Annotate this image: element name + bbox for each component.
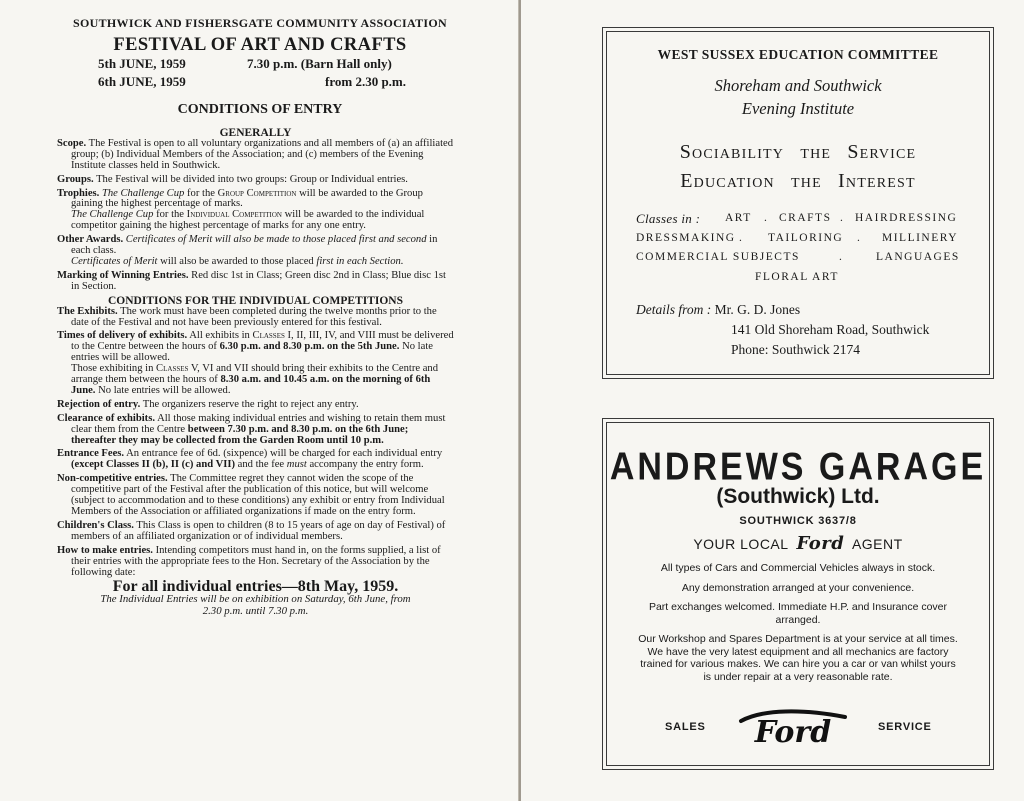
rejection-paragraph — [57, 400, 454, 411]
motto-line1: Sociability the Service — [679, 141, 917, 163]
delivery-classes: Classes I, II, III, IV, — [252, 330, 338, 342]
garage-company: (Southwick) Ltd. — [716, 485, 880, 508]
date-row-1 — [60, 56, 460, 74]
class-dot: . — [840, 212, 845, 224]
delivery-time: 6.30 p.m. and 8.30 p.m. on the 5th June. — [219, 341, 400, 353]
generally-heading: GENERALLY — [219, 127, 292, 139]
awards-text: Certificates of Merit will also be made to those placed — [125, 234, 357, 246]
delivery-text: Those exhibiting in — [71, 363, 154, 375]
classes-row — [636, 248, 966, 268]
contact-name: Mr. G. D. Jones — [714, 302, 801, 317]
groups-label: Groups. — [57, 173, 94, 185]
left-page-header — [60, 16, 460, 118]
groups-text: The Festival will be divided into two groups: Group or Individual entries. — [96, 173, 408, 185]
garage-line: Part exchanges welcomed. Immediate H.P. and Insurance cover arranged. — [648, 601, 948, 626]
garage-line: All types of Cars and Commercial Vehicles always in stock. — [660, 562, 936, 574]
agent-suffix: AGENT — [851, 536, 903, 552]
committee-name: WEST SUSSEX EDUCATION COMMITTEE — [657, 47, 939, 62]
date-2: 6th JUNE, 1959 — [98, 74, 186, 89]
agent-prefix: YOUR LOCAL — [693, 536, 789, 552]
awards-text: will also be awarded to those placed — [160, 255, 314, 267]
classes-row — [636, 229, 966, 249]
exhibition-times: 2.30 p.m. until 7.30 p.m. — [202, 604, 309, 617]
clearance-time: between 7.30 p.m. and 8.30 p.m. on the 6th June; thereafter they may be collected from the Garden Room until 10 p.m. — [71, 423, 409, 446]
class-languages: LANGUAGES — [876, 251, 960, 263]
class-dot: . — [857, 231, 862, 244]
fees-exceptions: (except Classes II (b), II (c) and VII) — [71, 459, 236, 471]
garage-name: ANDREWS GARAGE — [609, 445, 987, 489]
awards-text: in each class. — [71, 234, 438, 257]
garage-line: Our Workshop and Spares Department is at your service at all times. We have the very latest equipment and all mechanics are factory trained for various makes. We can hire you a car or van whilst yours is under repair at a very reasonable rate. — [638, 633, 958, 683]
exhibition-note-text: The Individual Entries will be on exhibition on Saturday, 6th June, from — [100, 593, 411, 606]
conditions-heading: CONDITIONS OF ENTRY — [177, 102, 343, 117]
fees-label: Entrance Fees. — [57, 448, 125, 460]
rejection-label: Rejection of entry. — [57, 398, 141, 410]
awards-paragraph — [57, 235, 454, 268]
delivery-text: and VIII must be delivered to the Centre between the hours of — [71, 330, 454, 353]
service-label: SERVICE — [878, 721, 932, 733]
delivery-text: All exhibits in — [189, 330, 250, 342]
scope-paragraph — [57, 139, 454, 172]
awards-first: first and second — [358, 234, 427, 246]
clearance-text: All those making individual entries and wishing to retain them must clear them from the Centre — [71, 412, 446, 435]
trophies-text: will be awarded to the Group gaining the highest percentage of marks. — [71, 187, 423, 210]
time-2: from 2.30 p.m. — [325, 74, 407, 89]
marking-paragraph — [57, 271, 454, 293]
clearance-label: Clearance of exhibits. — [57, 412, 155, 424]
exhibition-note — [57, 594, 454, 617]
contact-details — [636, 300, 976, 360]
festival-title: FESTIVAL OF ART AND CRAFTS — [113, 35, 407, 55]
class-crafts: CRAFTS — [779, 212, 832, 224]
how-text: Intending competitors must hand in, on the forms supplied, a list of their entries with the appropriate fees to the Hon. Secretary of the Association by the following date: — [71, 544, 441, 578]
class-dot: . — [739, 231, 744, 244]
ford-logo-text: Ford — [754, 715, 832, 747]
class-floral: FLORAL ART — [755, 270, 839, 283]
scope-label: Scope. — [57, 137, 87, 149]
date-1: 5th JUNE, 1959 — [98, 56, 186, 71]
how-label: How to make entries. — [57, 544, 153, 556]
institute-advert — [602, 27, 994, 379]
fees-text: An entrance fee of 6d. (sixpence) will be charged for each individual entry — [126, 448, 443, 460]
delivery-classes: Classes V, VI — [156, 363, 214, 375]
time-1: 7.30 p.m. (Barn Hall only) — [247, 56, 392, 71]
trophies-text: will be awarded to the individual competitor gaining the highest percentage of marks for any one entry. — [71, 209, 425, 232]
delivery-text: No late entries will be allowed. — [71, 341, 433, 364]
awards-text: Certificates of Merit — [71, 255, 158, 267]
trophies-text: for the — [187, 187, 215, 199]
trophies-label: Trophies. — [57, 187, 100, 199]
entries-deadline: For all individual entries—8th May, 1959. — [112, 578, 399, 596]
children-paragraph — [57, 521, 454, 543]
garage-advert — [602, 418, 994, 770]
group-competition: Group Competition — [217, 187, 297, 199]
awards-label: Other Awards. — [57, 234, 124, 246]
noncomp-label: Non-competitive entries. — [57, 473, 168, 485]
exhibits-label: The Exhibits. — [57, 305, 118, 317]
delivery-time: 8.30 a.m. and 10.45 a.m. on the morning of 6th June. — [71, 374, 431, 396]
children-text: This Class is open to children (8 to 15 years of age on day of Festival) of members of an affiliated organization or of individual members. — [71, 519, 446, 542]
ford-script-word: Ford — [796, 533, 845, 554]
class-dressmaking: DRESSMAKING — [636, 231, 736, 244]
institute-name-line2: Evening Institute — [741, 99, 855, 118]
contact-phone: Phone: Southwick 2174 — [731, 342, 861, 357]
class-dot: . — [839, 251, 844, 263]
exhibits-paragraph — [57, 307, 454, 329]
classes-label: Classes in : — [636, 211, 701, 226]
class-commercial: COMMERCIAL SUBJECTS — [636, 251, 800, 263]
awards-first: first in each Section. — [316, 255, 404, 267]
fees-must: must — [286, 459, 307, 471]
delivery-label: Times of delivery of exhibits. — [57, 330, 188, 342]
sales-label: SALES — [665, 721, 706, 733]
class-art: ART — [725, 212, 752, 224]
delivery-paragraph — [57, 331, 454, 396]
marking-label: Marking of Winning Entries. — [57, 269, 189, 281]
trophies-cup: The Challenge Cup — [101, 187, 185, 199]
classes-row — [636, 268, 966, 288]
delivery-text: and VII should bring their exhibits to the Centre and arrange them between the hours of — [71, 363, 439, 386]
clearance-paragraph — [57, 414, 454, 447]
scope-text: The Festival is open to all voluntary organizations and all members of (a) an affiliated group; (b) Individual Members of the Association; and (c) members of the Evening Institute classes held in Southwick. — [71, 137, 454, 171]
noncomp-text: The Committee regret they cannot widen the scope of the competitive part of the Festival after the publication of this notice, but will welcome (subject to accommodation and to these conditions) any exhibit or entry from Individual Members of the Association or affiliated organizations if made on the entry form. — [71, 473, 445, 517]
classes-list — [636, 209, 966, 287]
class-dot: . — [764, 212, 769, 224]
ford-logo-icon — [733, 707, 853, 747]
garage-line: Any demonstration arranged at your convenience. — [681, 581, 915, 594]
exhibits-text: The work must have been completed during the twelve months prior to the date of the Festival and not have been previously entered for this festival. — [71, 305, 437, 328]
classes-row — [636, 209, 966, 229]
marking-text: Red disc 1st in Class; Green disc 2nd in Class; Blue disc 1st in Section. — [71, 269, 446, 292]
individual-heading: CONDITIONS FOR THE INDIVIDUAL COMPETITIONS — [107, 294, 403, 307]
fees-paragraph — [57, 449, 454, 471]
fees-text: and the fee — [237, 459, 285, 471]
contact-name-row — [636, 300, 976, 320]
class-tailoring: TAILORING — [768, 231, 844, 244]
class-hairdressing: HAIRDRESSING — [855, 212, 958, 224]
noncomp-paragraph — [57, 474, 454, 518]
institute-name-line1: Shoreham and Southwick — [714, 76, 882, 95]
trophies-text: for the — [156, 209, 185, 221]
garage-description — [637, 562, 959, 690]
groups-paragraph — [57, 175, 454, 186]
motto-line2: Education the Interest — [680, 170, 916, 192]
ford-agent-line — [603, 533, 993, 554]
class-millinery: MILLINERY — [882, 231, 959, 244]
contact-address: 141 Old Shoreham Road, Southwick — [731, 322, 930, 337]
trophies-cup: The Challenge Cup — [71, 209, 154, 221]
fees-text: accompany the entry form. — [309, 459, 424, 471]
trophies-paragraph — [57, 189, 454, 233]
individual-competition: Individual Competition — [186, 209, 282, 221]
conditions-body — [57, 128, 454, 617]
delivery-text: No late entries will be allowed. — [98, 384, 231, 396]
rejection-text: The organizers reserve the right to reject any entry. — [142, 398, 359, 410]
children-label: Children's Class. — [57, 519, 134, 531]
garage-phone: SOUTHWICK 3637/8 — [739, 515, 857, 527]
details-label: Details from : — [636, 302, 712, 317]
association-name: SOUTHWICK AND FISHERSGATE COMMUNITY ASSOCIATION — [73, 16, 447, 30]
date-row-2 — [60, 74, 460, 92]
how-paragraph — [57, 546, 454, 579]
